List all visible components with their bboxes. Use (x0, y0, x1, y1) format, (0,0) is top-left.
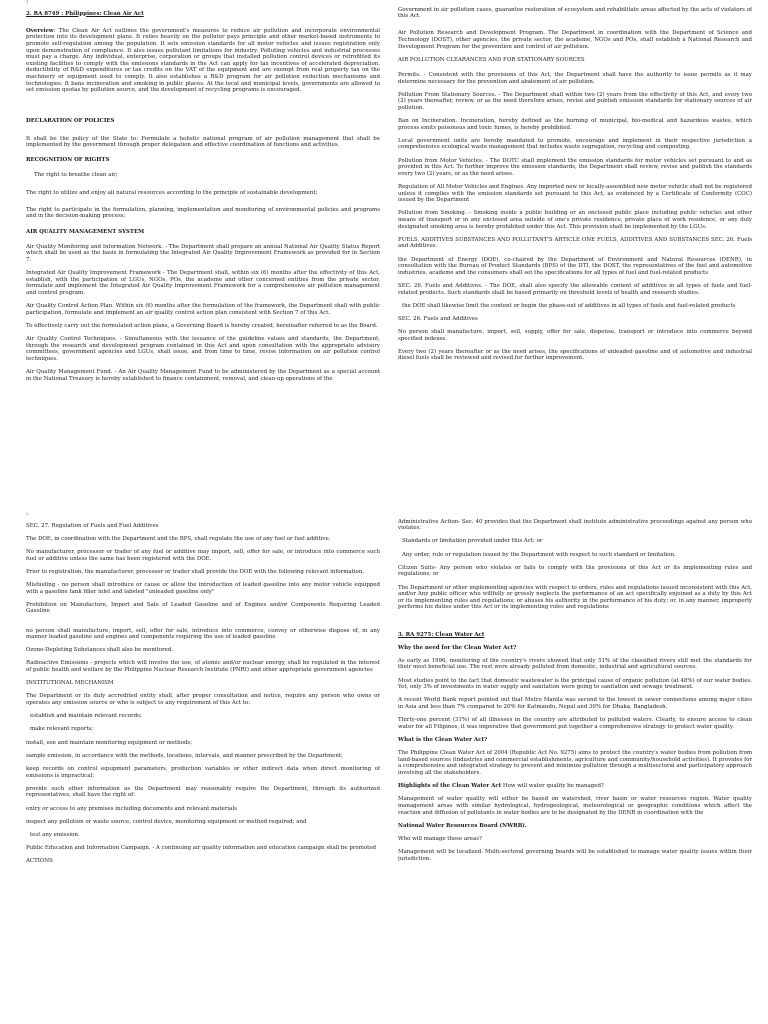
paragraph (26, 660, 380, 673)
paragraph-text: Standards or limitation provided under this Act; or (402, 538, 543, 545)
paragraph (26, 569, 380, 576)
page-1-right-column (398, 0, 752, 512)
paragraph-text: The Philippine Clean Water Act of 2004 (Republic Act No. 9275) aims to protect the country's water bodies from pollution from land-based sources (industries and commercial establishments, agriculture and community/household activities). It provides for a comprehensive and integrated strategy to prevent and minimize pollution through a multisectoral and participatory approach involving all the stakeholders. (398, 750, 752, 776)
paragraph-text: INSTITUTIONAL MECHANISM (26, 680, 114, 687)
paragraph-text: The DOE, in coordination with the Department and the BPS, shall regulate the use of any fuel or fuel additive. (26, 535, 331, 542)
paragraph (26, 819, 380, 826)
paragraph-text: the Department of Energy (DOE), co-chaired by the Department of Environment and Natural Resources (DENR), in consultation with the Bureau of Product Standards (BPS) of the DTI, the DOST, the representatives of the fuel and automotive industries, academe and the consumers shall set the specifications for all types of fuel and fuel-related products (398, 256, 752, 276)
paragraph (26, 602, 380, 615)
paragraph-text: Air Quality Control Techniques. - Simultaneous with the issuance of the guideline values and standards, the Department, through the research and development program contained in this Act and upon consultation with the appropriate advisory committees, government agencies and LGUs, shall issue, and from time to time, revise information on air pollution control techniques. (26, 336, 380, 362)
paragraph (26, 713, 380, 720)
paragraph-text: RECOGNITION OF RIGHTS (26, 157, 110, 164)
paragraph (398, 283, 752, 296)
paragraph-text: Ban on Incineration. Incineration, hereby defined as the burning of municipal, bio-medical and hazardous wastes, which process emits poisonous and toxic fumes, is hereby prohibited. (398, 118, 752, 131)
paragraph-text: As early as 1996, monitoring of the country's rivers showed that only 51% of the classified rivers still met the standards for their most beneficial use. The rest were already polluted from domestic, industrial and agricultural sources. (398, 657, 752, 671)
paragraph-text: test any emission. (30, 831, 80, 838)
paragraph-text: make relevant reports; (30, 726, 94, 733)
paragraph (26, 207, 380, 220)
paragraph-text: Citizen Suits- Any person who violates or fails to comply with the provisions of this Act or its implementing rules and regulations; or (398, 564, 752, 578)
paragraph-text: SEC. 26. Fuels and Additives (398, 315, 478, 322)
paragraph (398, 257, 752, 277)
paragraph-text: How will water quality be managed? (501, 783, 604, 790)
paragraph (26, 536, 380, 543)
paragraph-text: FUELS, ADDITIVES SUBSTANCES AND POLLUTANT'S ARTICLE ONE FUELS, ADDITIVES AND SUBSTANCES SEC. 26. Fuels and Additives. (398, 236, 752, 250)
paragraph-text: DECLARATION OF POLICIES (26, 118, 115, 125)
paragraph (26, 740, 380, 747)
paragraph (398, 237, 752, 250)
paragraph (26, 726, 380, 733)
paragraph-text: Integrated Air Quality Improvement Framework - The Department shall, within six (6) months after the effectivity of this Act, establish, with the participation of LGUs, NGOs, POs, the academe and other concerned entities from the private sector, formulate and implement the Integrated Air Quality Improvement Framework for a comprehensive air pollution management and control program. (26, 270, 380, 296)
paragraph (398, 57, 752, 64)
paragraph-text: Why the need for the Clean Water Act? (398, 644, 517, 651)
page-1-left-column (26, 0, 380, 512)
paragraph (26, 832, 380, 839)
paragraph (398, 349, 752, 362)
paragraph (26, 845, 380, 852)
paragraph (26, 858, 380, 865)
paragraph (26, 172, 380, 179)
paragraph (398, 849, 752, 862)
paragraph (26, 336, 380, 362)
page-2-left-column (26, 512, 380, 1024)
paragraph (398, 585, 752, 611)
paragraph (26, 766, 380, 779)
paragraph-text: no person shall manufacture, import, sell, offer for sale, introduce into commerce, convey or otherwise dispose of, in any manner leaded gasoline and engines and components requiring the use of leaded gasoline (26, 627, 380, 641)
paragraph (26, 229, 380, 236)
paragraph (26, 369, 380, 382)
paragraph (26, 118, 380, 125)
paragraph-text: Air Quality Management Fund. - An Air Quality Management Fund to be administered by the Department as a special account in the National Treasury is hereby established to finance containment, removal, and clean-up operations of the (26, 369, 380, 382)
paragraph-lead: Overview (26, 27, 54, 34)
page-2-right-column (398, 512, 752, 1024)
paragraph-text: AIR QUALITY MANAGEMENT SYSTEM (26, 228, 145, 235)
paragraph (26, 157, 380, 164)
paragraph-text: Air Pollution Research and Development Program. The Department in coordination with the Department of Science and Technology (DOST), other agencies, the private sector, the academe, NGOs and POs, shall establish a National Research and Development Program for the prevention and control of air pollution. (398, 30, 752, 50)
paragraph-text: The right to breathe clean air; (34, 172, 118, 179)
paragraph-text: Pollution from Motor Vehicles. - The DOTC shall implement the emission standards for motor vehicles set pursuant to and as provided in this Act. To further improve the emission standards, the Department shall review, revise and publish the standards every two (2) years, or as the need arises. (398, 157, 752, 177)
paragraph-text: What is the Clean Water Act? (398, 737, 488, 743)
paragraph (26, 270, 380, 296)
paragraph-text: Thirty-one percent (31%) of all illnesses in the country are attributed to polluted waters. Clearly, to ensure access to clean water for all Filipinos, it was imperative that government put together a comprehensive strategy to protect water quality. (398, 717, 752, 730)
paragraph (398, 92, 752, 112)
paragraph-text: Every two (2) years thereafter or as the need arises, the specifications of unleaded gasoline and of automotive and industrial diesel fuels shall be reviewed and revised for further improvement. (398, 348, 752, 362)
paragraph-text: Management will be localized. Multi-sectoral governing boards will be established to manage water quality issues within their jurisdiction. (398, 849, 752, 862)
paragraph (26, 303, 380, 316)
paragraph (398, 138, 752, 151)
paragraph-text: 3. RA 9275: Clean Water Act (398, 631, 485, 638)
paragraph (398, 737, 752, 744)
paragraph (26, 680, 380, 687)
paragraph-text: SEC. 27. Regulation of Fuels and Fuel Additives (26, 522, 159, 529)
paragraph (398, 823, 752, 830)
paragraph-text: The right to utilize and enjoy all natural resources according to the principle of sustainable development; (26, 189, 318, 196)
paragraph-text: Prohibition on Manufacture, Import and Sale of Leaded Gasoline and of Engines and/or Components Requiring Leaded Gasoline (26, 601, 380, 615)
paragraph-text: National Water Resources Board (NWRB). (398, 822, 527, 829)
paragraph (26, 136, 380, 149)
paragraph-text: Who will manage these areas? (398, 835, 482, 842)
paragraph (26, 753, 380, 760)
paragraph (398, 783, 752, 790)
paragraph (26, 190, 380, 197)
paragraph (398, 118, 752, 131)
paragraph-text: Ozone-Depleting Substances shall also be monitored. (26, 647, 174, 654)
paragraph-text: Misfueling - no person shall introduce or cause or allow the introduction of leaded gasoline into any motor vehicle equipped with a gasoline tank filler inlet and labeled "unleaded gasoline only" (26, 581, 380, 595)
paragraph-text: The right to participate in the formulation, planning, implementation and monitoring of environmental policies and programs and in the decision-making process; (26, 206, 380, 220)
paragraph (398, 30, 752, 50)
paragraph (26, 628, 380, 641)
paragraph-text: Local government units are hereby mandated to promote, encourage and implement in their respective jurisdiction a comprehensive ecological waste management that includes waste segregation, recycling and composting. (398, 137, 752, 151)
paragraph (398, 697, 752, 710)
paragraph-text: Government in air pollution cases, guarantee restoration of ecosystem and rehabilitate areas affected by the acts of violators of this Act. (398, 6, 752, 20)
paragraph-text: provide such other information as the Department may reasonably require the Department, through its authorized representatives, shall have the right of: (26, 785, 380, 799)
paragraph (26, 806, 380, 813)
paragraph (26, 323, 380, 330)
paragraph (398, 184, 752, 204)
document-page-2 (0, 512, 768, 1024)
paragraph-text: Administrative Action- Sec. 40 provides that the Department shall institute administrative proceedings against any person who violates: (398, 518, 752, 532)
paragraph-text: SEC. 26. Fuels and Additives. - The DOE, shall also specify the allowable content of additives in all types of fuels and fuel-related products. Such standards shall be based primarily on threshold levels of health and research studies. (398, 282, 752, 296)
paragraph (398, 158, 752, 178)
paragraph-text: keep records on control equipment parameters, production variables or other indirect data when direct monitoring of emissions is impractical; (26, 765, 380, 779)
paragraph-text: install, use and maintain monitoring equipment or methods; (26, 739, 193, 746)
paragraph-text: Regulation of All Motor Vehicles and Engines. Any imported new or locally-assembled new motor vehicle shall not be registered unless it complies with the emission standards set pursuant to this Act, as evidenced by a Certificate of Conformity (COC) issued by the Department (398, 184, 752, 204)
paragraph (398, 519, 752, 532)
paragraph (398, 7, 752, 20)
paragraph-text: It shall be the policy of the State to: Formulate a holistic national program of air pollution management that shall be implemented by the government through proper delegation and effective coordination of functions and activities. (26, 135, 380, 149)
paragraph-text: The Department or other implementing agencies with respect to orders, rules and regulations issued inconsistent with this Act, and/or Any public officer who willfully or grossly neglects the performance of an act specifically enjoined as a duty by this Act or its implementing rules and regulations; or abuses his authority in the performance of his duty; or, in any manner, improperly performs his duties under this Act or its implementing rules and regulations (398, 584, 752, 611)
paragraph-text: The Department or its duly accredited entity shall, after proper consultation and notice, require any person who owns or operates any emission source or who is subject to any requirement of this Act to: (26, 693, 380, 707)
paragraph (26, 28, 380, 94)
paragraph-text: establish and maintain relevant records; (30, 713, 142, 720)
paragraph (26, 11, 380, 18)
paragraph (398, 538, 752, 545)
paragraph (398, 316, 752, 323)
paragraph (398, 658, 752, 671)
paragraph (26, 244, 380, 264)
paragraph (398, 678, 752, 691)
paragraph (26, 582, 380, 595)
paragraph-text: 2 (26, 512, 29, 516)
paragraph-text: A recent World Bank report pointed out that Metro Manila was second to the lowest in sewer connections among major cities in Asia and less than 7% compared to 20% for Katmandu, Nepal and 30% for Dhaka, Bangladesh. (398, 697, 752, 711)
paragraph (398, 717, 752, 730)
paragraph (398, 210, 752, 230)
paragraph-text: No person shall manufacture, import, sell, supply, offer for sale, dispense, transport or introduce into commerce beyond specified indexes. (398, 329, 752, 342)
paragraph (398, 329, 752, 342)
paragraph-text: Radioactive Emissions - projects which will involve the use, of atomic and/or nuclear energy, shall be regulated in the interest of public health and welfare by the Philippine Nuclear Research Institute (PNRI) and other appropriate government agencies (26, 660, 380, 674)
paragraph-text: 2. RA 8749 : Philippines: Clean Air Act (26, 10, 144, 17)
paragraph (26, 523, 380, 530)
paragraph (26, 786, 380, 799)
paragraph-text: To effectively carry out the formulated action plans, a Governing Board is hereby created, hereinafter referred to as the Board. (26, 322, 378, 329)
paragraph (398, 565, 752, 578)
paragraph (398, 796, 752, 816)
paragraph (398, 552, 752, 559)
paragraph (26, 647, 380, 654)
paragraph-lead: Highlights of the Clean Water Act (398, 783, 502, 790)
paragraph-text: Public Education and Information Campaign. - A continuing air quality information and education campaign shall be promoted (26, 845, 377, 852)
paragraph-text: Prior to registration, the manufacturer, processor or trader shall provide the DOE with the following relevant information. (26, 568, 365, 575)
paragraph-text: inspect any pollution or waste source, control device, monitoring equipment or method required; and (26, 818, 307, 825)
paragraph-text: 1 (26, 0, 29, 4)
paragraph-text: sample emission, in accordance with the methods, locations, intervals, and manner prescribed by the Department; (26, 752, 343, 759)
paragraph-text: Pollution from Smoking. - Smoking inside a public building or an enclosed public place including public vehicles and other means of transport or in any enclosed area outside of one's private residence, private place of work residence, or any duly designated smoking area is hereby prohibited under this Act. This provision shall be implemented by the LGUs. (398, 210, 752, 230)
paragraph (26, 549, 380, 562)
paragraph (26, 512, 380, 516)
paragraph (398, 750, 752, 776)
paragraph (398, 645, 752, 652)
paragraph-text: ACTIONS (26, 858, 53, 865)
paragraph-text: Most studies point to the fact that domestic wastewater is the principal cause of organic pollution (at 48%) of our water bodies. Yet, only 3% of investments in water supply and sanitation were going to sanitation and sewage treatment. (398, 677, 752, 691)
paragraph-text: : The Clean Air Act outlines the government's measures to reduce air pollution and incorporate environmental protection into its development plans. It relies heavily on the polluter pays principle and other market-based instruments to promote self-regulation among the population. It sets emission standards for all motor vehicles and issues registration only upon demonstration of compliance. It also issues pollutant limitations for industry. Polluting vehicles and industrial processes must pay a charge. Any individual, enterprise, corporation or groups that installed pollution control devices or retrofitted its existing facilities to comply with the emissions standards in the Act can apply for tax incentives of accelerated depreciation, deductibility of R&D expenditures or tax credits on the VAT of the equipment and are exempt from real property tax on the machinery or equipment used to comply. It also establishes a R&D program for air pollution reduction mechanisms and technologies. It bans incineration and smoking in public places. At the local and municipal levels, governments are allowed to set emission quotas by pollution source, and the development of recycling programs is encouraged. (26, 27, 380, 94)
paragraph (26, 0, 380, 4)
paragraph-text: Management of water quality will either be based on watershed, river basin or water resources region. Water quality management areas with similar hydrological, hydrogeological, meteorological or geographic conditions which affect the reaction and diffusion of pollutants in water bodies are to be designated by the DENR in coordination with the (398, 796, 752, 816)
paragraph-text: Any order, rule or regulation issued by the Department with respect to such standard or limitation. (402, 551, 676, 558)
paragraph-text: the DOE shall likewise limit the content or begin the phase-out of additives in all types of fuels and fuel-related products (402, 302, 736, 309)
paragraph-text: Air Quality Control Action Plan. Within six (6) months after the formulation of the framework, the Department shall with public participation, formulate and implement an air quality control action plan consistent with Section 7 of this Act. (26, 303, 380, 316)
paragraph-text: Pollution From Stationary Sources. - The Department shall within two (2) years from the effectivity of this Act, and every two (2) years thereafter, review, or as the need therefore arises, revise and publish emission standards for stationary sources of air pollution. (398, 91, 752, 111)
paragraph (26, 693, 380, 706)
paragraph-text: Permits. - Consistent with the provisions of this Act, the Department shall have the authority to issue permits as it may determine necessary for the prevention and abatement of air pollution. (398, 71, 752, 85)
paragraph-text: AIR POLLUTION CLEARANCES AND FOR STATIONARY SOURCES (398, 56, 585, 63)
paragraph-text: No manufacturer, processor or trader of any fuel or additive may import, sell, offer for sale, or introduce into commerce such fuel or additive unless the same has been registered with the DOE. (26, 548, 380, 562)
paragraph (398, 303, 752, 310)
paragraph-text: entry or access to any premises including documents and relevant materials (26, 805, 237, 812)
paragraph (398, 632, 752, 639)
paragraph (398, 72, 752, 85)
paragraph-text: Air Quality Monitoring and Information Network. - The Department shall prepare an annual National Air Quality Status Report which shall be used as the basis in formulating the Integrated Air Quality Improvement Framework as provided for in Section 7. (26, 243, 380, 263)
paragraph (398, 836, 752, 843)
